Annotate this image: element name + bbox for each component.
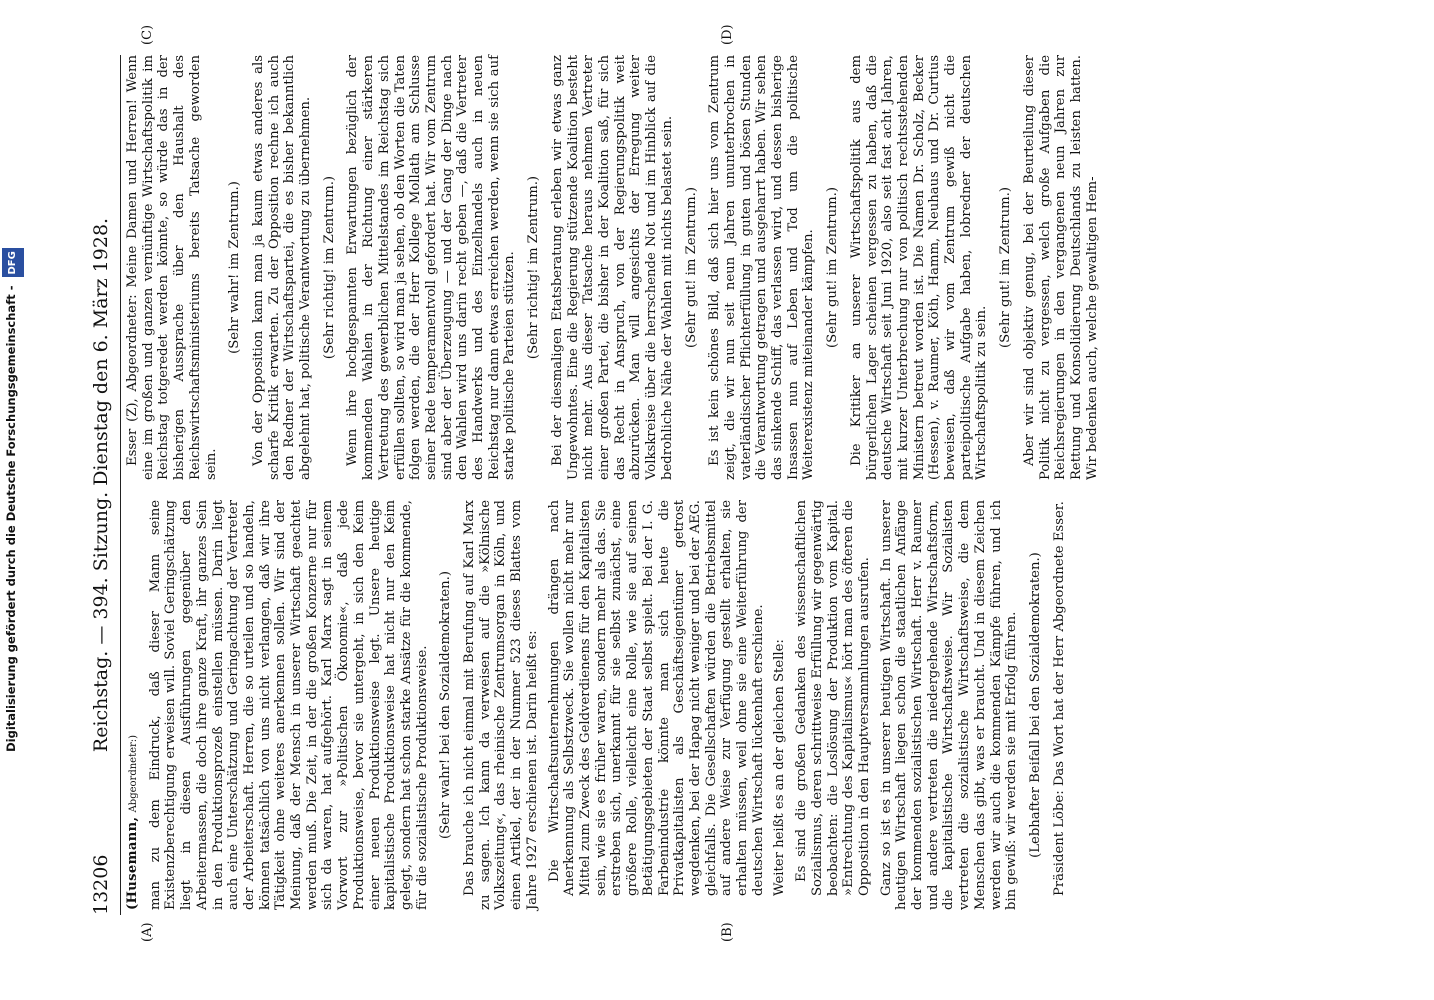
margin-letter-d: (D) — [720, 24, 735, 45]
paragraph: Das brauche ich nicht einmal mit Berufung auf Karl Marx zu sagen. Ich kann da verweisen auf die »Kölnische Volkszeitung«, das rheinische Zentrumsorgan in Köln, und einen Artikel, der in der Nummer 523 dieses Blattes vom Jahre 1927 erschienen ist. Darin heißt es: — [462, 500, 540, 910]
quotation: Es sind die großen Gedanken des wissenschaftlichen Sozialismus, deren schrittweise Erfüllung wir gegenwärtig beobachten: die Loslösung der Produktion vom Kapital. »Entrechtung des Kapitalismus« hört man des öfteren die Opposition in den Hauptversammlungen ausrufen. — [794, 500, 872, 896]
margin-letter-b: (B) — [720, 922, 735, 942]
interjection: (Sehr gut! im Zentrum.) — [683, 187, 699, 349]
speaker-line — [125, 500, 142, 910]
paragraph: Esser (Z), Abgeordneter: Meine Damen und Herren! Wenn eine im großen und ganzen vernünftige Wirtschaftspolitik im Reichstag totgeredet werden könnte, so würde das in der bisherigen Aussprache über den Haushalt des Reichswirtschaftsministeriums bereits Tatsache geworden sein. — [125, 55, 219, 480]
margin-letter-a: (A) — [140, 922, 155, 942]
interjection: (Sehr gut! im Zentrum.) — [825, 187, 841, 349]
speaker-role: Abgeordneter:) — [128, 734, 139, 813]
paragraph: Ganz so ist es in unserer heutigen Wirtschaft. In unserer heutigen Wirtschaft liegen schon die staatlichen Anfänge der kommenden sozialistischen Wirtschaft. Herr v. Raumer und andere vertreten die niedergehende Wirtschaftsform, die kapitalistische Wirtschaftsweise. Wir Sozialisten vertreten die sozialistische Wirtschaftsweise, die dem Menschen das gibt, was er braucht. Und in diesem Zeichen werden wir auch die kommenden Kämpfe führen, und ich bin gewiß: wir werden sie mit Erfolg führen. — [878, 500, 1020, 910]
column-right — [125, 55, 1106, 480]
paragraph: Die Kritiker an unserer Wirtschaftspolitik aus dem bürgerlichen Lager scheinen vergessen zu haben, daß die deutsche Wirtschaft seit Juni 1920, also seit fast acht Jahren, mit kurzer Unterbrechung nur von politisch rechtsstehenden Ministern betreut worden ist. Die Namen Dr. Scholz, Becker (Hessen), v. Raumer, Köth, Hamm, Neuhaus und Dr. Curtius beweisen, daß wir vom Zentrum gewiß nicht die parteipolitische Aufgabe haben, lobredner der deutschen Wirtschaftspolitik zu sein. — [848, 55, 990, 480]
interjection: (Lebhafter Beifall bei den Sozialdemokraten.) — [1027, 552, 1043, 858]
digitization-credit — [0, 0, 22, 1000]
paragraph: Aber wir sind objektiv genug, bei der Beurteilung dieser Politik nicht zu vergessen, welch große Aufgaben die Reichsregierungen in den vergangenen neun Jahren zur Rettung und Konsolidierung Deutschlands zu leisten hatten. Wir bedenken auch, welche gewaltigen Hem- — [1021, 55, 1100, 480]
paragraph: Von der Opposition kann man ja kaum etwas anderes als scharfe Kritik erwarten. Zu der Opposition rechne ich auch den Redner der Wirtschaftspartei, die es bisher bekanntlich abgelehnt hat, politische Verantwortung zu übernehmen. — [250, 55, 314, 480]
paragraph: Weiter heißt es an der gleichen Stelle: — [772, 639, 788, 896]
paragraph: Bei der diesmaligen Etatsberatung erleben wir etwas ganz Ungewohntes. Eine die Regierung stützende Koalition besteht nicht mehr. Aus dieser Tatsache heraus nehmen Vertreter einer großen Partei, die bisher in der Koalition saß, für sich das Recht in Anspruch, von der Regierungspolitik weit abzurücken. Man will angesichts der Erregung weiter Volkskreise über die herrschende Not und im Hinblick auf die bedrohliche Nähe der Wahlen mit nichts belastet sein. — [549, 55, 675, 480]
credit-text: Digitalisierung gefördert durch die Deutsche Forschungsgemeinschaft - — [4, 285, 18, 752]
paragraph: Es ist kein schönes Bild, daß sich hier uns vom Zentrum zeigt, die wir nun seit neun Jahren ununterbrochen in vaterländischer Pflichterfüllung in guten und bösen Stunden die Verantwortung getragen und ausgeharrt haben. Wir sehen das sinkende Schiff, das verlassen wird, und dessen bisherige Insassen nun auf Leben und Tod um die politische Weiterexistenz miteinander kämpfen. — [707, 55, 817, 480]
page-header — [90, 55, 120, 915]
interjection: (Sehr richtig! im Zentrum.) — [526, 175, 542, 360]
speaker-name: (Husemann, — [125, 816, 140, 910]
interjection: (Sehr wahr! bei den Sozialdemokraten.) — [438, 571, 454, 839]
interjection: (Sehr gut! im Zentrum.) — [998, 187, 1014, 349]
page-number: 13206 — [90, 854, 112, 915]
paragraph: Präsident Löbe: Das Wort hat der Herr Abgeordnete Esser. — [1051, 501, 1067, 896]
margin-letter-c: (C) — [140, 24, 155, 45]
paragraph: Wenn ihre hochgespannten Erwartungen bezüglich der kommenden Wahlen in der Richtung einer stärkeren Vertretung des gewerblichen Mittelstandes im Reichstag sich erfüllen sollten, so wird man ja sehen, ob den Worten die Taten folgen werden, die der Herr Kollege Mollath am Schlusse seiner Rede temperamentvoll gefordert hat. Wir vom Zentrum sind aber der Überzeugung — und der Gang der Dinge nach den Wahlen wird uns darin recht geben —, daß die Vertreter des Handwerks und des Einzelhandels auch in neuen Reichstag nur dann etwas erreichen werden, wenn sie sich auf starke politische Parteien stützen. — [345, 55, 518, 480]
dfg-logo: DFG — [2, 248, 24, 277]
interjection: (Sehr wahr! im Zentrum.) — [227, 181, 243, 354]
paragraph: man zu dem Eindruck, daß dieser Mann seine Existenzberechtigung erweisen will. Soviel Geringschätzung liegt in diesen Ausführungen gegenüber den Arbeitermassen, die doch ihre ganze Kraft, ihr ganzes Sein in den Produktionsprozeß einstellen müssen. Darin liegt auch eine Unterschätzung und Geringachtung der Vertreter der Arbeiterschaft. Herren, die so urteilen und so handeln, können tatsächlich von uns nicht verlangen, daß wir ihre Tätigkeit ohne weiteres anerkennen sollen. Wir sind der Meinung, daß der Mensch in unserer Wirtschaft geachtet werden muß. Die Zeit, in der die großen Konzerne nur für sich da waren, hat aufgehört. Karl Marx sagt in seinem Vorwort zur »Politischen Ökonomie«, daß jede Produktionsweise, bevor sie untergeht, in sich den Keim einer neuen Produktionsweise legt. Unsere heutige kapitalistische Produktionsweise hat nicht nur den Keim gelegt, sondern hat schon starke Ansätze für die kommende, für die sozialistische Produktionsweise. — [147, 500, 430, 910]
session-title: Reichstag. — 394. Sitzung. Dienstag den 6. März 1928. — [90, 217, 112, 753]
column-left — [125, 500, 1073, 910]
header-rule — [120, 55, 121, 915]
interjection: (Sehr richtig! im Zentrum.) — [321, 175, 337, 360]
quotation: Die Wirtschaftsunternehmungen drängen nach Anerkennung als Selbstzweck. Sie wollen nicht mehr nur Mittel zum Zweck des Geldverdienens für den Kapitalisten sein, wie sie es früher waren, sondern mehr als das. Sie erstreben sich, unerkannt für sie selbst zunächst, eine größere Rolle, vielleicht eine Rolle, wie sie auf seinen Betätigungsgebieten der Staat selbst spielt. Bei der I. G. Farbenindustrie könnte man sich heute die Privatkapitalisten als Geschäftseigentümer getrost wegdenken, bei der Hapag nicht weniger und bei der AEG. gleichfalls. Die Gesellschaften würden die Betriebsmittel auf andere Weise zur Verfügung gestellt erhalten, sie erhalten müssen, weil ohne sie eine Weiterführung der deutschen Wirtschaft lückenhaft erschiene. — [546, 500, 766, 896]
